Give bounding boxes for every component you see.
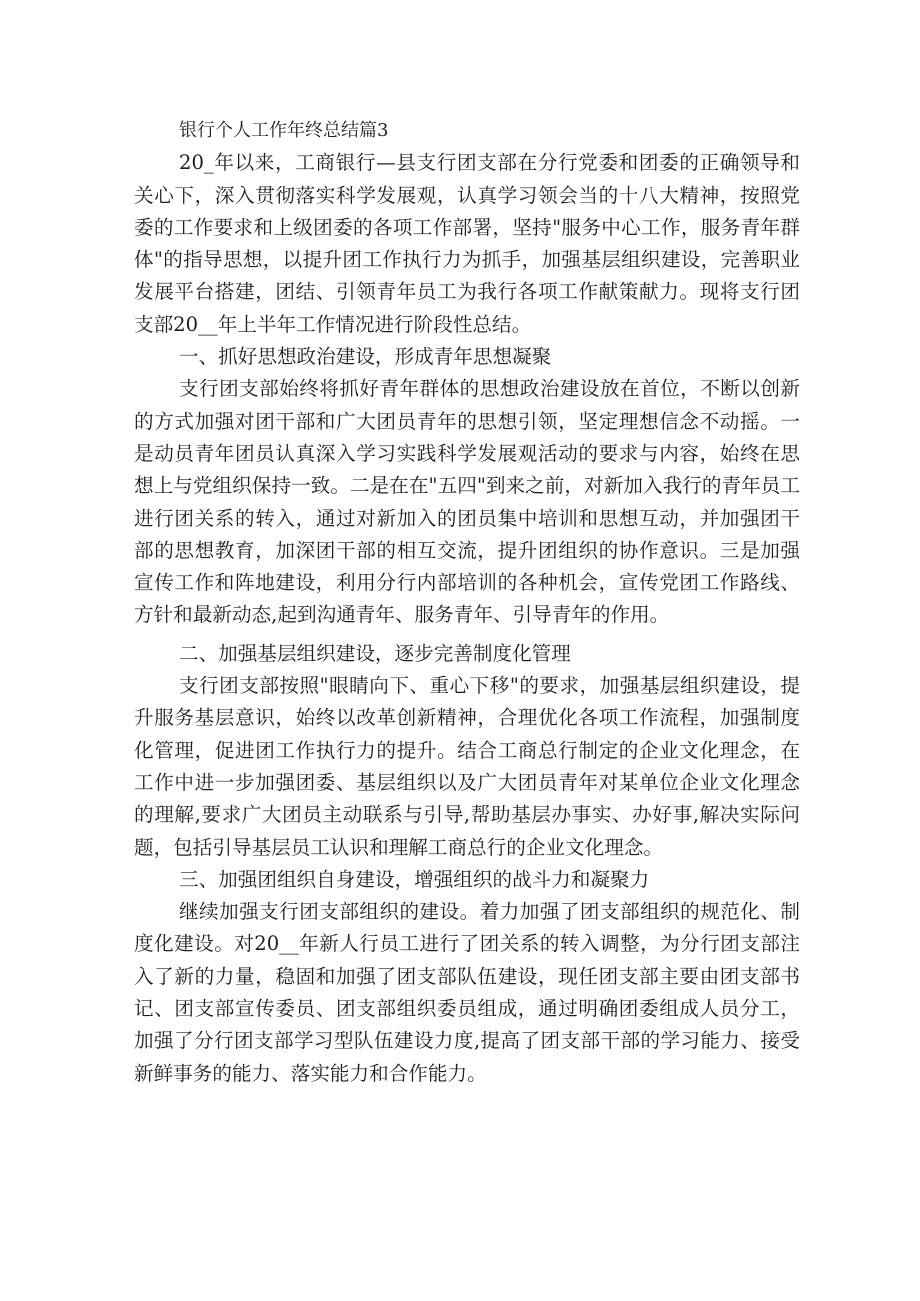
section-1-body: 支行团支部始终将抓好青年群体的思想政治建设放在首位，不断以创新的方式加强对团干部和广大团员青年的思想引领，坚定理想信念不动摇。一是动员青年团员认真深入学习实践科学发展观活动的要求与内容，始终在思想上与党组织保持一致。二是在在"五四"到来之前，对新加入我行的青年员工进行团关系的转入，通过对新加入的团员集中培训和思想互动，并加强团干部的思想教育，加深团干部的相互交流，提升团组织的协作意识。三是加强宣传工作和阵地建设，利用分行内部培训的各种机会，宣传党团工作路线、方针和最新动态,起到沟通青年、服务青年、引导青年的作用。: [134, 377, 800, 627]
section-2-heading: 二、加强基层组织建设，逐步完善制度化管理: [179, 641, 571, 665]
section-1-heading: 一、抓好思想政治建设，形成青年思想凝聚: [179, 345, 552, 369]
section-2-body: 支行团支部按照"眼睛向下、重心下移"的要求，加强基层组织建设，提升服务基层意识，始终以改革创新精神，合理优化各项工作流程，加强制度化管理，促进团工作执行力的提升。结合工商总行制定的企业文化理念，在工作中进一步加强团委、基层组织以及广大团员青年对某单位企业文化理念的理解,要求广大团员主动联系与引导,帮助基层办事实、办好事,解决实际问题，包括引导基层员工认识和理解工商总行的企业文化理念。: [134, 674, 800, 859]
section-3-body: 继续加强支行团支部组织的建设。着力加强了团支部组织的规范化、制度化建设。对20__年新人行员工进行了团关系的转入调整，为分行团支部注入了新的力量，稳固和加强了团支部队伍建设，现任团支部主要由团支部书记、团支部宣传委员、团支部组织委员组成，通过明确团委组成人员分工，加强了分行团支部学习型队伍建设力度,提高了团支部干部的学习能力、接受新鲜事务的能力、落实能力和合作能力。: [134, 900, 800, 1085]
section-3-heading: 三、加强团组织自身建设，增强组织的战斗力和凝聚力: [179, 867, 650, 891]
document-title: 银行个人工作年终总结篇3: [179, 120, 389, 141]
intro-paragraph: 20_年以来，工商银行—县支行团支部在分行党委和团委的正确领导和关心下，深入贯彻落实科学发展观，认真学习领会当的十八大精神，按照党委的工作要求和上级团委的各项工作部署，坚持"服务中心工作，服务青年群体"的指导思想，以提升团工作执行力为抓手，加强基层组织建设，完善职业发展平台搭建，团结、引领青年员工为我行各项工作献策献力。现将支行团支部20__年上半年工作情况进行阶段性总结。: [134, 151, 800, 336]
document-body: [134, 115, 800, 1090]
